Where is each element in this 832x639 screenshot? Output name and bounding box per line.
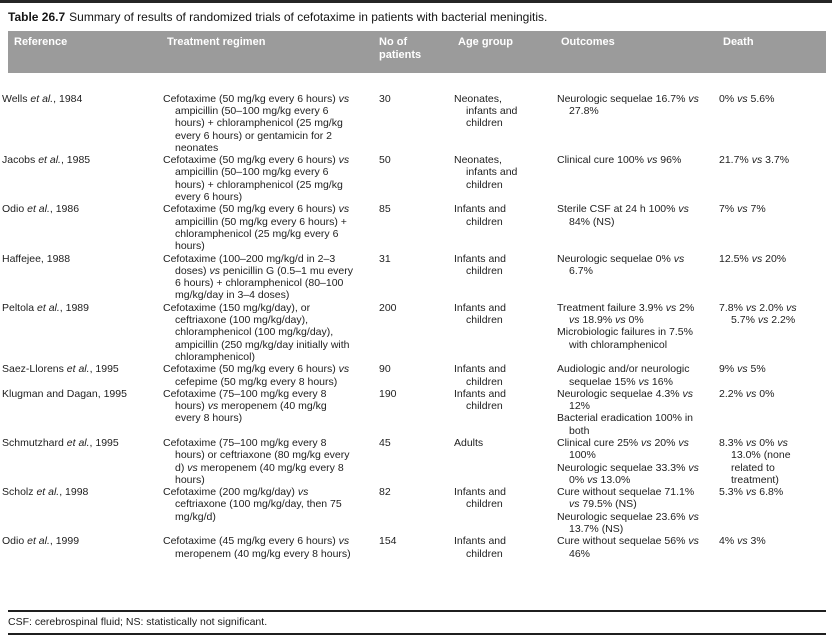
reference-cell: Peltola et al., 1989 — [2, 301, 89, 314]
reference-cell: Odio et al., 1986 — [2, 203, 80, 216]
patients-cell: 45 — [379, 436, 391, 449]
reference-cell: Odio et al., 1999 — [2, 535, 80, 548]
col-header-age-group: Age group — [454, 31, 557, 72]
reference-cell: Haffejee, 1988 — [2, 252, 71, 265]
page-top-rule — [0, 0, 832, 3]
regimen-cell: Cefotaxime (100–200 mg/kg/d in 2–3 doses) vs penicillin G (0.5–1 mu every 6 hours) + chloramphenicol (80–100 mg/kg/day in 3–4 doses) — [163, 252, 353, 302]
regimen-cell: Cefotaxime (200 mg/kg/day) vs ceftriaxone (100 mg/kg/day, then 75 mg/kg/d) — [163, 486, 342, 523]
age-group-cell: Infants and children — [454, 363, 506, 388]
patients-cell: 85 — [379, 203, 391, 216]
table-row — [8, 535, 826, 560]
patients-cell: 154 — [379, 535, 397, 548]
table-title — [8, 10, 826, 24]
table-caption: Summary of results of randomized trials of cefotaxime in patients with bacterial meningitis. — [69, 10, 548, 24]
table-row — [8, 363, 826, 388]
regimen-cell: Cefotaxime (150 mg/kg/day), or ceftriaxone (100 mg/kg/day), chloramphenicol (100 mg/kg/day), ampicillin (250 mg/kg/day initially with chloramphenicol) — [163, 301, 350, 363]
table-row — [8, 154, 826, 203]
table-number: Table 26.7 — [8, 10, 66, 24]
outcomes-cell: Clinical cure 100% vs 96% — [557, 154, 682, 167]
age-group-cell: Adults — [454, 436, 484, 449]
age-group-cell: Infants and children — [454, 203, 506, 228]
footnote-top-rule — [8, 610, 826, 612]
reference-cell: Jacobs et al., 1985 — [2, 154, 91, 167]
regimen-cell: Cefotaxime (75–100 mg/kg every 8 hours) vs meropenem (40 mg/kg every 8 hours) — [163, 387, 327, 425]
patients-cell: 50 — [379, 154, 391, 167]
outcomes-cell: Neurologic sequelae 16.7% vs 27.8% — [557, 92, 699, 117]
death-cell: 5.3% vs 6.8% — [719, 486, 784, 499]
death-cell: 2.2% vs 0% — [719, 387, 775, 400]
regimen-cell: Cefotaxime (50 mg/kg every 6 hours) vs cefepime (50 mg/kg every 8 hours) — [163, 363, 350, 388]
outcomes-cell: Clinical cure 25% vs 20% vs 100% Neurologic sequelae 33.3% vs 0% vs 13.0% — [557, 436, 699, 486]
death-cell: 12.5% vs 20% — [719, 252, 787, 265]
outcomes-cell: Cure without sequelae 71.1% vs 79.5% (NS) Neurologic sequelae 23.6% vs 13.7% (NS) — [557, 486, 699, 536]
col-header-death: Death — [719, 31, 826, 72]
table-block — [2, 8, 826, 560]
page-bottom-rule — [8, 633, 826, 635]
death-cell: 9% vs 5% — [719, 363, 766, 376]
age-group-cell: Infants and children — [454, 486, 506, 511]
patients-cell: 31 — [379, 252, 391, 265]
regimen-cell: Cefotaxime (50 mg/kg every 6 hours) vs ampicillin (50–100 mg/kg every 6 hours) + chloramphenicol (25 mg/kg every 6 hours) or gentamicin for 2 neonates — [163, 92, 350, 154]
col-header-outcomes: Outcomes — [557, 31, 719, 72]
table-header — [8, 31, 826, 72]
death-cell: 7% vs 7% — [719, 203, 766, 216]
death-cell: 4% vs 3% — [719, 535, 766, 548]
age-group-cell: Infants and children — [454, 535, 506, 560]
age-group-cell: Infants and children — [454, 252, 506, 277]
death-cell: 7.8% vs 2.0% vs 5.7% vs 2.2% — [719, 301, 797, 327]
outcomes-cell: Neurologic sequelae 0% vs 6.7% — [557, 252, 685, 277]
outcomes-cell: Sterile CSF at 24 h 100% vs 84% (NS) — [557, 203, 689, 228]
table-row — [8, 486, 826, 535]
table-body — [2, 73, 826, 560]
age-group-cell: Infants and children — [454, 301, 506, 327]
death-cell: 21.7% vs 3.7% — [719, 154, 790, 167]
patients-cell: 30 — [379, 92, 391, 105]
outcomes-cell: Audiologic and/or neurologic sequelae 15% vs 16% — [557, 363, 690, 388]
table-row — [8, 253, 826, 302]
reference-cell: Schmutzhard et al., 1995 — [2, 436, 119, 449]
patients-cell: 190 — [379, 387, 397, 400]
trials-table — [2, 31, 826, 560]
age-group-cell: Neonates, infants and children — [454, 154, 518, 191]
footnote: CSF: cerebrospinal fluid; NS: statistically not significant. — [8, 616, 268, 628]
table-row — [8, 73, 826, 154]
regimen-cell: Cefotaxime (50 mg/kg every 6 hours) vs ampicillin (50 mg/kg every 6 hours) + chloramphenicol (25 mg/kg every 6 hours) — [163, 203, 350, 253]
table-row — [8, 302, 826, 363]
outcomes-cell: Cure without sequelae 56% vs 46% — [557, 535, 699, 560]
reference-cell: Klugman and Dagan, 1995 — [2, 387, 127, 400]
reference-cell: Saez-Llorens et al., 1995 — [2, 363, 119, 376]
col-header-reference: Reference — [8, 31, 163, 72]
regimen-cell: Cefotaxime (45 mg/kg every 6 hours) vs meropenem (40 mg/kg every 8 hours) — [163, 535, 351, 560]
col-header-no-of-patients: No of patients — [375, 31, 454, 72]
age-group-cell: Neonates, infants and children — [454, 92, 518, 130]
reference-cell: Wells et al., 1984 — [2, 92, 83, 105]
regimen-cell: Cefotaxime (75–100 mg/kg every 8 hours) or ceftriaxone (80 mg/kg every d) vs meropenem (40 mg/kg every 8 hours) — [163, 436, 350, 486]
outcomes-cell: Neurologic sequelae 4.3% vs 12% Bacterial eradication 100% in both — [557, 387, 693, 437]
patients-cell: 200 — [379, 301, 397, 314]
table-row — [8, 203, 826, 252]
regimen-cell: Cefotaxime (50 mg/kg every 6 hours) vs ampicillin (50–100 mg/kg every 6 hours) + chloramphenicol (25 mg/kg every 6 hours) — [163, 154, 350, 204]
age-group-cell: Infants and children — [454, 387, 506, 413]
table-row — [8, 437, 826, 486]
col-header-treatment-regimen: Treatment regimen — [163, 31, 375, 72]
table-row — [8, 388, 826, 437]
patients-cell: 82 — [379, 486, 391, 499]
outcomes-cell: Treatment failure 3.9% vs 2% vs 18.9% vs 0% Microbiologic failures in 7.5% with chloramphenicol — [557, 301, 695, 351]
death-cell: 8.3% vs 0% vs 13.0% (none related to treatment) — [719, 436, 791, 486]
patients-cell: 90 — [379, 363, 391, 376]
death-cell: 0% vs 5.6% — [719, 92, 775, 105]
reference-cell: Scholz et al., 1998 — [2, 486, 89, 499]
